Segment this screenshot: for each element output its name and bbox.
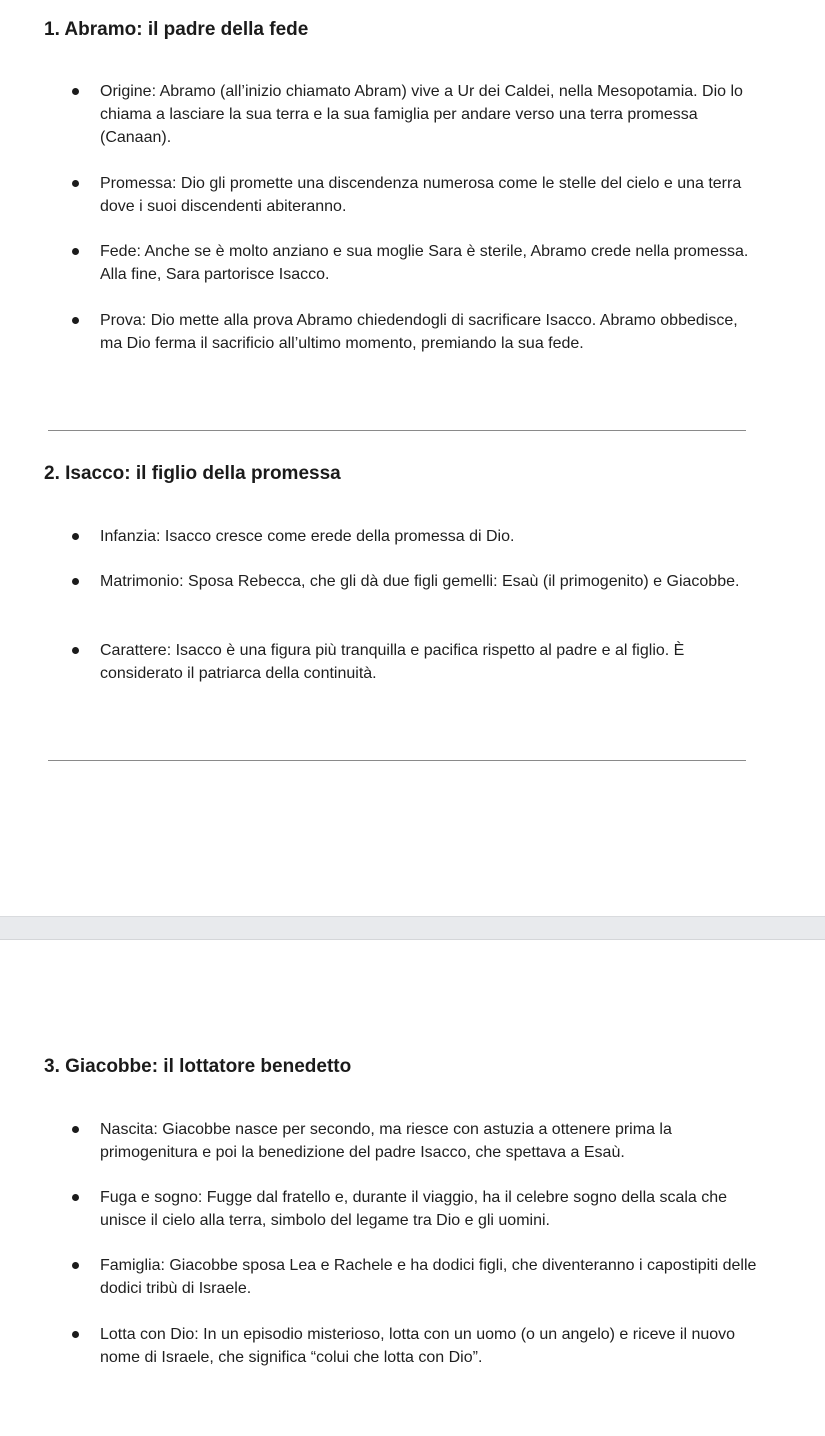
bullet-icon: [72, 88, 79, 95]
list-item-carattere: Carattere: Isacco è una figura più tranquilla e pacifica rispetto al padre e al figlio. È considerato il patriarca della continuità.: [100, 642, 685, 682]
bullet-icon: [72, 1331, 79, 1338]
bullet-icon: [72, 1262, 79, 1269]
list-item-fede: Fede: Anche se è molto anziano e sua moglie Sara è sterile, Abramo crede nella promessa. Alla fine, Sara partorisce Isacco.: [100, 243, 749, 283]
document-page-2: [0, 940, 825, 1436]
bullet-icon: [72, 533, 79, 540]
section-title-isacco: 2. Isacco: il figlio della promessa: [44, 463, 341, 484]
list-item-prova: Prova: Dio mette alla prova Abramo chiedendogli di sacrificare Isacco. Abramo obbedisce, ma Dio ferma il sacrificio all’ultimo momento, premiando la sua fede.: [100, 312, 738, 352]
bullet-icon: [72, 1194, 79, 1201]
bullet-icon: [72, 248, 79, 255]
bullet-icon: [72, 647, 79, 654]
list-item-infanzia: Infanzia: Isacco cresce come erede della promessa di Dio.: [100, 528, 515, 545]
section-title-abramo: 1. Abramo: il padre della fede: [44, 19, 309, 40]
page-break: [0, 916, 825, 940]
section-divider: [48, 760, 746, 761]
bullet-icon: [72, 317, 79, 324]
list-item-fuga-e-sogno: Fuga e sogno: Fugge dal fratello e, durante il viaggio, ha il celebre sogno della scala che unisce il cielo alla terra, simbolo del legame tra Dio e gli uomini.: [100, 1189, 728, 1229]
section-title-giacobbe: 3. Giacobbe: il lottatore benedetto: [44, 1056, 352, 1077]
bullet-icon: [72, 1126, 79, 1133]
list-item-famiglia: Famiglia: Giacobbe sposa Lea e Rachele e ha dodici figli, che diventeranno i capostipiti delle dodici tribù di Israele.: [100, 1257, 757, 1297]
list-item-lotta-con-dio: Lotta con Dio: In un episodio misterioso, lotta con un uomo (o un angelo) e riceve il nuovo nome di Israele, che significa “colui che lotta con Dio”.: [100, 1326, 736, 1366]
section-divider: [48, 430, 746, 431]
list-item-matrimonio: Matrimonio: Sposa Rebecca, che gli dà due figli gemelli: Esaù (il primogenito) e Giacobbe.: [100, 573, 740, 590]
list-item-origine: Origine: Abramo (all’inizio chiamato Abram) vive a Ur dei Caldei, nella Mesopotamia. Dio lo chiama a lasciare la sua terra e la sua famiglia per andare verso una terra promessa (Canaan).: [100, 83, 743, 146]
list-item-promessa: Promessa: Dio gli promette una discendenza numerosa come le stelle del cielo e una terra dove i suoi discendenti abiteranno.: [100, 175, 742, 215]
list-item-nascita: Nascita: Giacobbe nasce per secondo, ma riesce con astuzia a ottenere prima la primogenitura e poi la benedizione del padre Isacco, che spettava a Esaù.: [100, 1121, 672, 1161]
bullet-icon: [72, 180, 79, 187]
bullet-icon: [72, 578, 79, 585]
